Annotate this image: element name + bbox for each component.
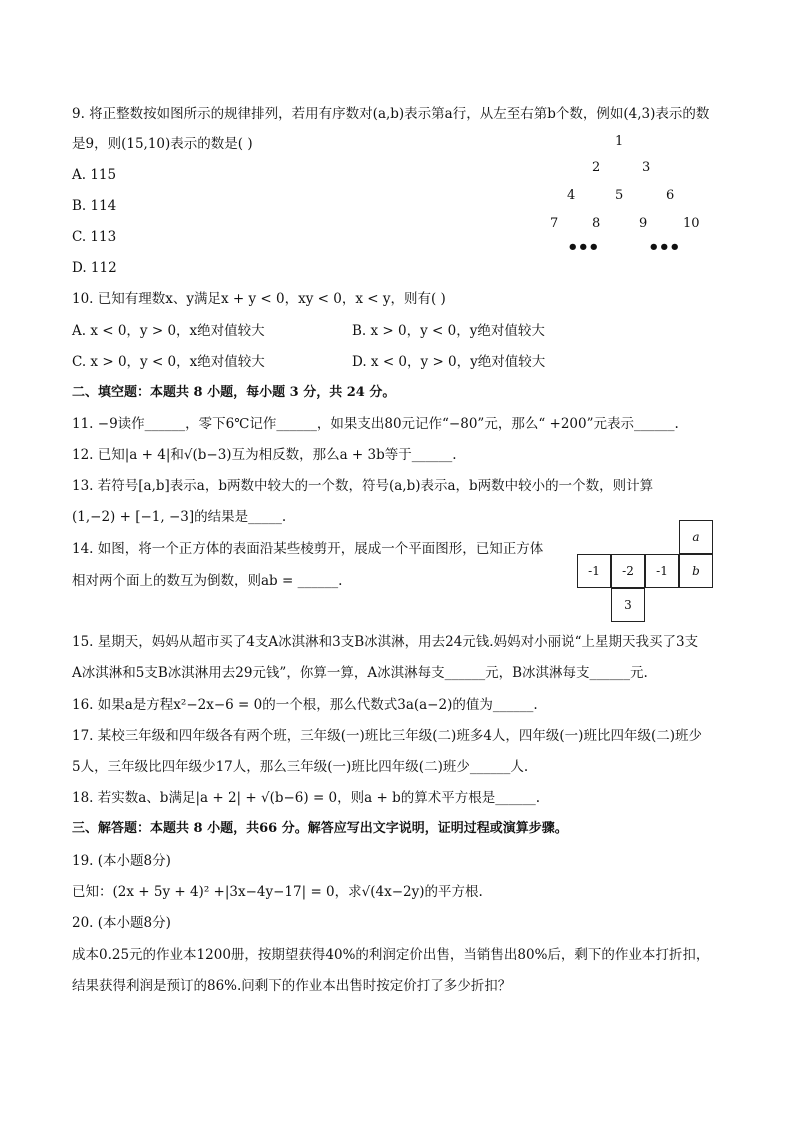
q20-line2: 结果获得利润是预订的86%.问剩下的作业本出售时按定价打了多少折扣？	[72, 978, 512, 994]
q16-text: 16. 如果a是方程x²−2x−6 = 0的一个根，那么代数式3a(a−2)的值为______.	[72, 697, 538, 713]
q9-option-b: B. 114	[72, 198, 117, 214]
q9-line1: 9. 将正整数按如图所示的规律排列，若用有序数对(a,b)表示第a行，从左至右第b个数，例如(4,3)表示的数	[72, 106, 710, 122]
q10-line1: 10. 已知有理数x、y满足x + y < 0，xy < 0，x < y，则有( )	[72, 291, 446, 307]
triangle-number: 7	[550, 216, 559, 231]
triangle-number: 10	[683, 216, 700, 231]
section-heading-solve: 三、解答题：本题共 8 小题，共66 分。解答应写出文字说明，证明过程或演算步骤。	[72, 821, 568, 836]
triangle-number: 5	[615, 188, 624, 203]
triangle-number: 9	[639, 216, 648, 231]
q20-title: 20. (本小题8分)	[72, 915, 171, 931]
cube-face: -1	[577, 554, 611, 588]
q19-title: 19. (本小题8分)	[72, 853, 171, 869]
ellipsis-dots: •••	[648, 237, 680, 258]
cube-face-b: b	[679, 554, 713, 588]
cube-face: -2	[611, 554, 645, 588]
triangle-number: 3	[642, 160, 651, 175]
section-heading-fill-in: 二、填空题：本题共 8 小题，每小题 3 分，共 24 分。	[72, 385, 396, 400]
q19-body: 已知：(2x + 5y + 4)² +|3x−4y−17| = 0，求√(4x−2y)的平方根.	[72, 884, 483, 900]
q11-text: 11. −9读作______，零下6℃记作______，如果支出80元记作“−80”元，那么“ +200”元表示______.	[72, 416, 679, 432]
q12-text: 12. 已知|a + 4|和√(b−3)互为相反数，那么a + 3b等于______.	[72, 447, 457, 463]
q17-line2: 5人，三年级比四年级少17人，那么三年级(一)班比四年级(二)班少______人.	[72, 759, 529, 775]
cube-face: -1	[645, 554, 679, 588]
triangle-number: 1	[615, 134, 624, 149]
ellipsis-dots: •••	[567, 237, 599, 258]
q14-line1: 14. 如图，将一个正方体的表面沿某些棱剪开，展成一个平面图形，已知正方体	[72, 541, 544, 557]
q9-option-c: C. 113	[72, 229, 117, 245]
q14-line2: 相对两个面上的数互为倒数，则ab = ______.	[72, 573, 343, 589]
q13-line2: (1,−2) + [−1, −3]的结果是_____.	[72, 509, 287, 525]
q10-option-d: D. x < 0，y > 0，y绝对值较大	[352, 354, 546, 370]
q9-line2: 是9，则(15,10)表示的数是( )	[72, 136, 253, 152]
cube-face: 3	[611, 588, 645, 622]
q10-option-a: A. x < 0，y > 0，x绝对值较大	[72, 323, 265, 339]
q15-line1: 15. 星期天，妈妈从超市买了4支A冰淇淋和3支B冰淇淋，用去24元钱.妈妈对小丽说“上星期天我买了3支	[72, 634, 699, 650]
triangle-number: 8	[592, 216, 601, 231]
q20-line1: 成本0.25元的作业本1200册，按期望获得40%的利润定价出售，当销售出80%后，剩下的作业本打折扣，	[72, 947, 710, 963]
cube-face-a: a	[679, 520, 713, 554]
triangle-number: 6	[666, 188, 675, 203]
q9-option-a: A. 115	[72, 167, 117, 183]
q10-option-b: B. x > 0，y < 0，y绝对值较大	[352, 323, 545, 339]
q10-option-c: C. x > 0，y < 0，x绝对值较大	[72, 354, 265, 370]
q15-line2: A冰淇淋和5支B冰淇淋用去29元钱”，你算一算，A冰淇淋每支______元，B冰淇淋每支______元.	[72, 665, 648, 681]
q13-line1: 13. 若符号[a,b]表示a，b两数中较大的一个数，符号(a,b)表示a，b两数中较小的一个数，则计算	[72, 478, 654, 494]
triangle-number: 4	[567, 188, 576, 203]
q18-text: 18. 若实数a、b满足|a + 2| + √(b−6) = 0，则a + b的算术平方根是______.	[72, 790, 541, 806]
q17-line1: 17. 某校三年级和四年级各有两个班，三年级(一)班比三年级(二)班多4人，四年级(一)班比四年级(二)班少	[72, 728, 702, 744]
triangle-number: 2	[592, 160, 601, 175]
q9-option-d: D. 112	[72, 260, 117, 276]
